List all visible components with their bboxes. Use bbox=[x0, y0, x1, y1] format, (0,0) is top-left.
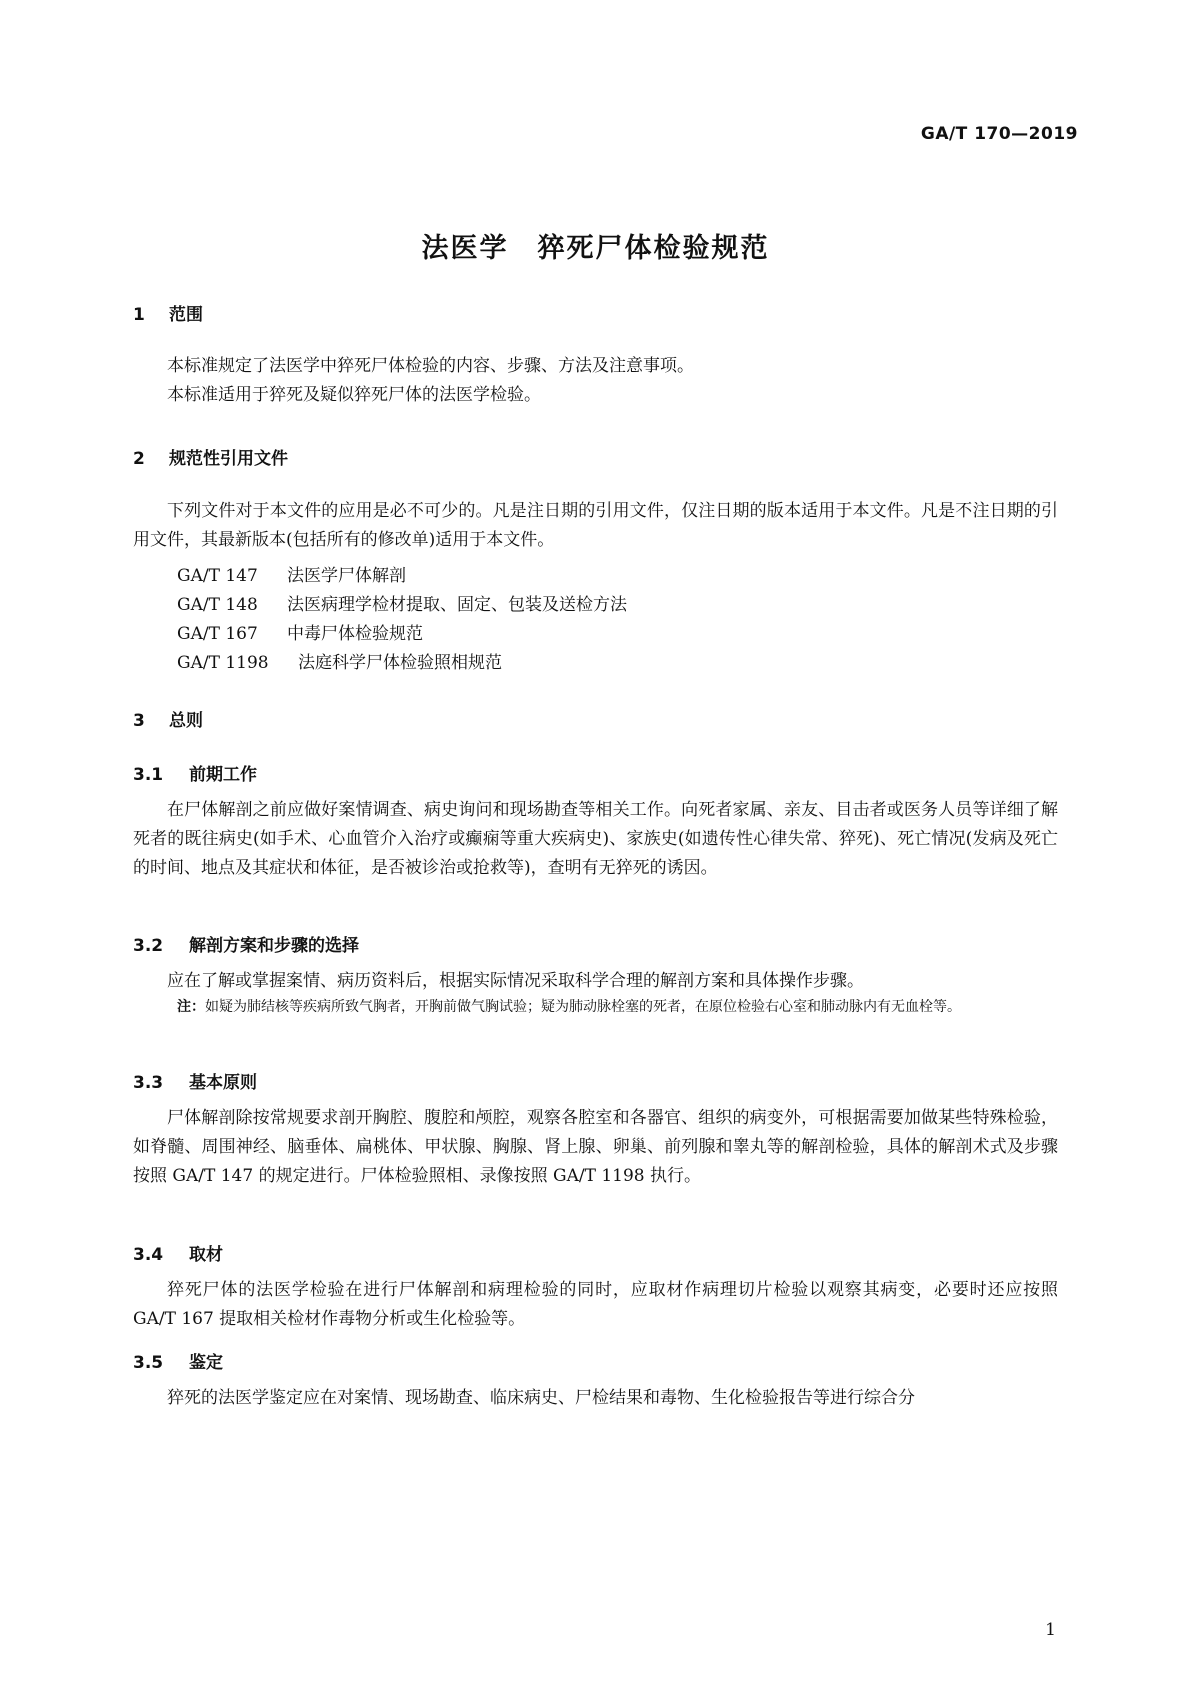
note bbox=[177, 995, 1059, 1020]
section-number: 3.1 bbox=[133, 765, 164, 785]
subsection-3-1-heading bbox=[133, 760, 257, 785]
subsection-3-2-heading bbox=[133, 931, 359, 956]
reference-item bbox=[177, 648, 502, 673]
section-title: 总则 bbox=[169, 711, 203, 731]
subsection-3-5-heading bbox=[133, 1348, 223, 1373]
standard-number: GA/T 170—2019 bbox=[920, 124, 1078, 144]
section-number: 3.5 bbox=[133, 1353, 164, 1373]
reference-item bbox=[177, 619, 423, 644]
subsection-3-3-heading bbox=[133, 1068, 257, 1093]
section-number: 3 bbox=[133, 711, 145, 731]
reference-code: GA/T 1198 bbox=[177, 653, 269, 673]
section-number: 3.3 bbox=[133, 1073, 164, 1093]
reference-code: GA/T 148 bbox=[177, 595, 258, 615]
section-number: 1 bbox=[133, 305, 145, 325]
section-title: 取材 bbox=[189, 1245, 223, 1265]
note-text: 如疑为肺结核等疾病所致气胸者，开胸前做气胸试验；疑为肺动脉栓塞的死者，在原位检验右心室和肺动脉内有无血栓等。 bbox=[205, 999, 961, 1015]
subsection-3-4-heading bbox=[133, 1240, 223, 1265]
section-title: 基本原则 bbox=[189, 1073, 257, 1093]
paragraph: 应在了解或掌握案情、病历资料后，根据实际情况采取科学合理的解剖方案和具体操作步骤。 bbox=[167, 971, 864, 991]
section-title: 鉴定 bbox=[189, 1353, 223, 1373]
page-number: 1 bbox=[1045, 1620, 1056, 1640]
reference-title: 法医病理学检材提取、固定、包装及送检方法 bbox=[287, 595, 627, 615]
section-number: 3.2 bbox=[133, 936, 164, 956]
reference-code: GA/T 147 bbox=[177, 566, 258, 586]
section-2-heading bbox=[133, 444, 288, 469]
reference-code: GA/T 167 bbox=[177, 624, 258, 644]
section-title: 解剖方案和步骤的选择 bbox=[189, 936, 359, 956]
paragraph: 猝死的法医学鉴定应在对案情、现场勘查、临床病史、尸检结果和毒物、生化检验报告等进行综合分 bbox=[167, 1388, 915, 1408]
section-1-heading bbox=[133, 300, 203, 325]
reference-title: 法医学尸体解剖 bbox=[287, 566, 406, 586]
paragraph: 尸体解剖除按常规要求剖开胸腔、腹腔和颅腔，观察各腔室和各器官、组织的病变外，可根据需要加做某些特殊检验，如脊髓、周围神经、脑垂体、扁桃体、甲状腺、胸腺、肾上腺、卵巢、前列腺和睾丸等的解剖检验，具体的解剖术式及步骤按照 GA/T 147 的规定进行。尸体检验照相、录像按照 GA/T 1198 执行。 bbox=[133, 1108, 1058, 1186]
paragraph: 猝死尸体的法医学检验在进行尸体解剖和病理检验的同时，应取材作病理切片检验以观察其病变，必要时还应按照 GA/T 167 提取相关检材作毒物分析或生化检验等。 bbox=[133, 1280, 1058, 1329]
note-label: 注： bbox=[177, 999, 205, 1015]
paragraph: 本标准规定了法医学中猝死尸体检验的内容、步骤、方法及注意事项。 bbox=[167, 356, 694, 376]
paragraph: 本标准适用于猝死及疑似猝死尸体的法医学检验。 bbox=[167, 385, 541, 405]
reference-item bbox=[177, 561, 406, 586]
section-3-heading bbox=[133, 706, 203, 731]
reference-item bbox=[177, 590, 627, 615]
document-title: 法医学 猝死尸体检验规范 bbox=[421, 233, 770, 264]
section-number: 2 bbox=[133, 449, 145, 469]
reference-title: 中毒尸体检验规范 bbox=[287, 624, 423, 644]
section-title: 范围 bbox=[169, 305, 203, 325]
section-title: 前期工作 bbox=[189, 765, 257, 785]
paragraph: 下列文件对于本文件的应用是必不可少的。凡是注日期的引用文件，仅注日期的版本适用于本文件。凡是不注日期的引用文件，其最新版本(包括所有的修改单)适用于本文件。 bbox=[133, 501, 1058, 550]
paragraph: 在尸体解剖之前应做好案情调查、病史询问和现场勘查等相关工作。向死者家属、亲友、目击者或医务人员等详细了解死者的既往病史(如手术、心血管介入治疗或癫痫等重大疾病史)、家族史(如遗传性心律失常、猝死)、死亡情况(发病及死亡的时间、地点及其症状和体征，是否被诊治或抢救等)，查明有无猝死的诱因。 bbox=[133, 800, 1058, 878]
reference-title: 法庭科学尸体检验照相规范 bbox=[298, 653, 502, 673]
section-number: 3.4 bbox=[133, 1245, 164, 1265]
section-title: 规范性引用文件 bbox=[169, 449, 288, 469]
